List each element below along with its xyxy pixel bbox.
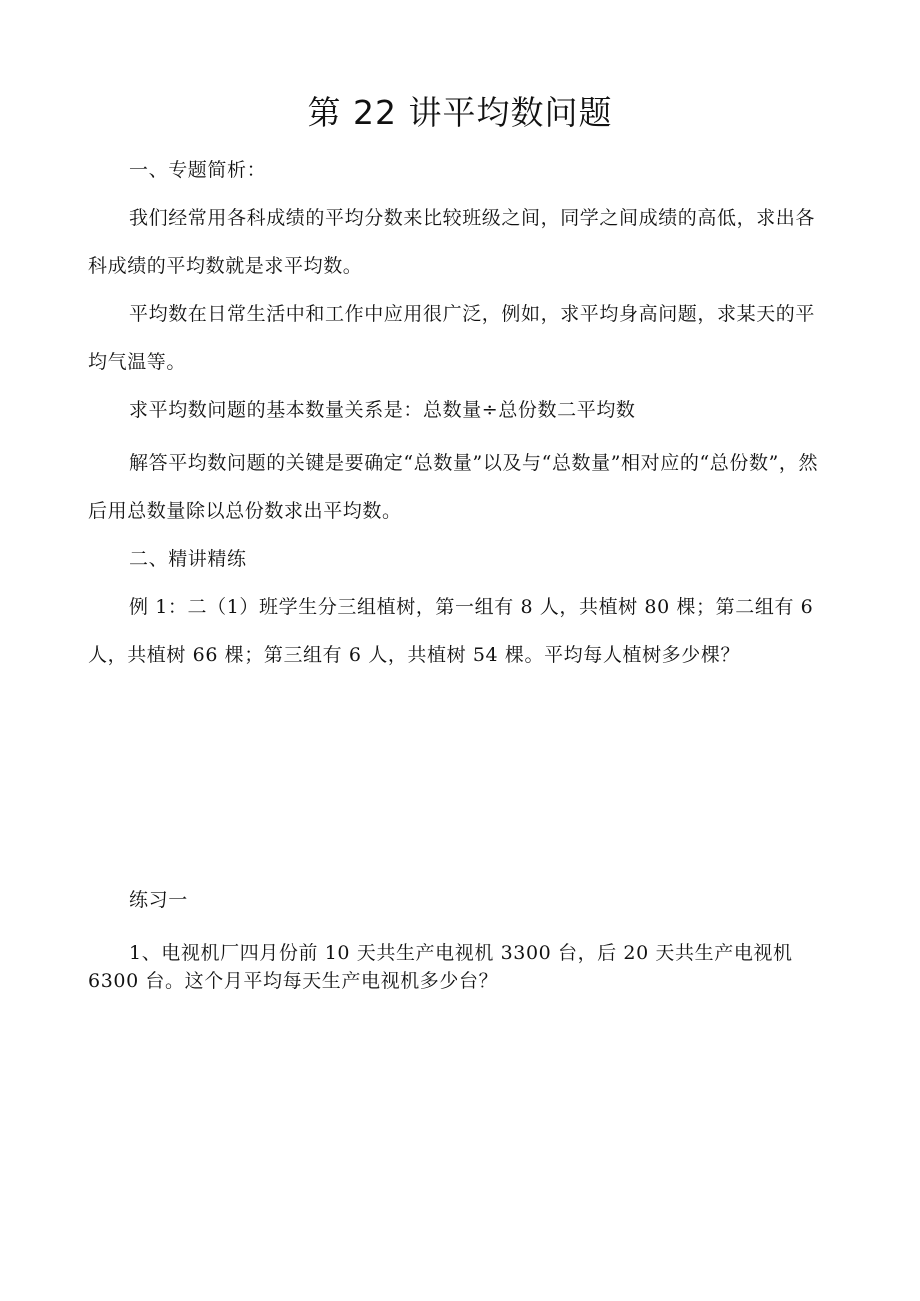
section-heading-analysis: 一、专题简析： [129,159,267,181]
paragraph-usage: 平均数在日常生活中和工作中应用很广泛，例如，求平均身高问题，求某天的平均气温等。 [88,303,816,373]
exercise-heading: 练习一 [129,889,188,911]
paragraph-relation: 求平均数问题的基本数量关系是：总数量÷总份数二平均数 [129,399,636,421]
example-1: 例 1：二（1）班学生分三组植树，第一组有 8 人，共植树 80 棵；第二组有 6 人，共植树 66 棵；第三组有 6 人，共植树 54 棵。平均每人植树多少棵？ [88,596,814,666]
paragraph-key: 解答平均数问题的关键是要确定“总数量”以及与“总数量”相对应的“总份数”，然后用总数量除以总份数求出平均数。 [88,452,819,522]
exercise-1: 1、电视机厂四月份前 10 天共生产电视机 3300 台，后 20 天共生产电视机 6300 台。这个月平均每天生产电视机多少台？ [88,942,793,992]
section-heading-practice: 二、精讲精练 [129,548,247,570]
paragraph-intro: 我们经常用各科成绩的平均分数来比较班级之间，同学之间成绩的高低，求出各科成绩的平均数就是求平均数。 [88,207,816,277]
page-title: 第 22 讲平均数问题 [307,93,613,132]
